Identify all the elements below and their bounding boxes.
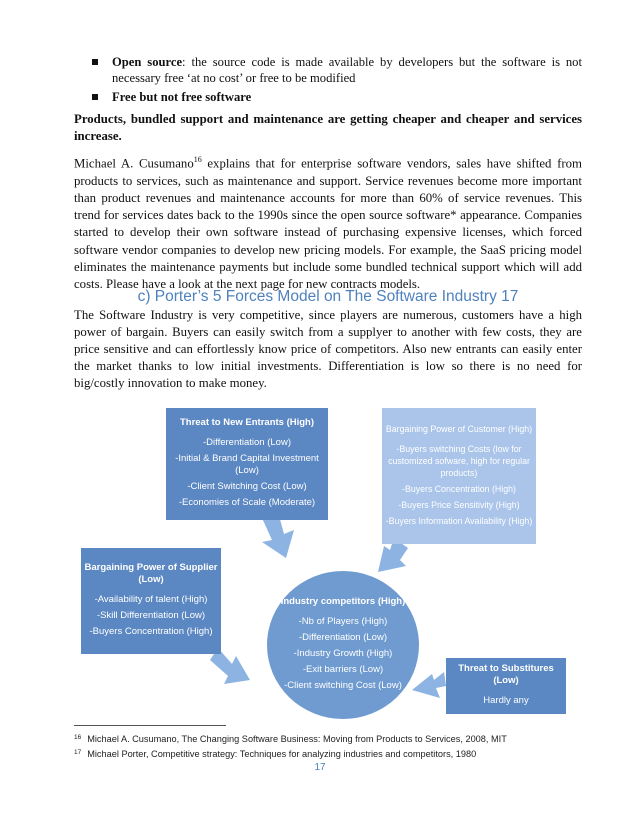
bullet-open-source: Open source: the source code is made available by developers but the software is not necessary free ‘at no cost’ or free to be modified bbox=[112, 55, 582, 85]
footnote-16: $^{16}$ Michael A. Cusumano, The Changing Software Business: Moving from Products to Services, 2008, MIT bbox=[74, 734, 507, 744]
section-heading: c) Porter’s 5 Forces Model on The Software Industry 17 bbox=[137, 288, 519, 305]
paragraph-cusumano: Michael A. Cusumano$^{16}$ explains that for enterprise software vendors, sales have shifted from products to services, such as maintenance and support. Service revenues become more important than product revenues and maintenance accounts for more than 60% of service revenues. This trend for services dates back to the 1990s since the open source software* appearance. Companies started to develop their own software instead of purchasing expensive licenses, which forced software vendor companies to develop new pricing models. For example, the SaaS pricing model eliminates the maintenance payments but include some bundled technical support which will add costs. Please have a look at the next page for new contracts models. bbox=[74, 155, 582, 292]
box-supplier: Bargaining Power of Supplier (Low) -Availability of talent (High) -Skill Differentiation (Low) -Buyers Concentration (High) bbox=[81, 548, 221, 654]
box-new-entrants: Threat to New Entrants (High) -Differentiation (Low) -Initial & Brand Capital Investment (Low) -Client Switching Cost (Low) -Economies of Scale (Moderate) bbox=[166, 408, 328, 520]
footnote-17: $^{17}$ Michael Porter, Competitive strategy: Techniques for analyzing industries and competitors, 1980 bbox=[74, 749, 477, 759]
page-number: 17 bbox=[314, 762, 326, 773]
products-heading: Products, bundled support and maintenance are getting cheaper and cheaper and services increase. bbox=[74, 112, 582, 143]
bullet-free-not-free: Free but not free software bbox=[112, 90, 252, 104]
footnote-divider bbox=[74, 725, 226, 726]
box-substitutes: Threat to Substitures (Low) Hardly any bbox=[446, 658, 566, 714]
box-customers: Bargaining Power of Customer (High) -Buyers switching Costs (low for customized sofware, high for regular products) -Buyers Concentration (High) -Buyers Price Sensitivity (High) -Buyers Information Availability (High) bbox=[382, 408, 536, 544]
paragraph-software-industry: The Software Industry is very competitive, since players are numerous, customers have a high power of bargain. Buyers can easily switch from a supplyer to another with few costs, they are price sensitive and can effortlessly know price of competitors. Also new entrants can easily enter the market thanks to low initial investments. Differentiation is low so there is no need for big/costly innovation to make money. bbox=[74, 308, 582, 390]
industry-competitors-text: Industry competitors (High) -Nb of Players (High) -Differentiation (Low) -Industry Growth (High) -Exit barriers (Low) -Client switching Cost (Low) bbox=[280, 596, 406, 691]
